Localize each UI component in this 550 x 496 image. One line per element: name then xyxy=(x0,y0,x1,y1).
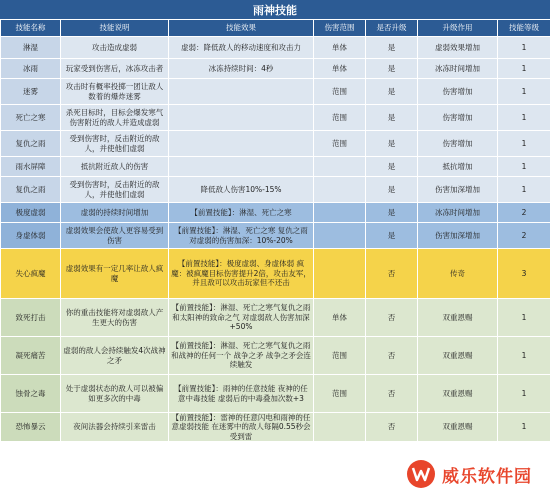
cell-skill-name: 死亡之寒 xyxy=(1,105,61,131)
cell-skill-level: 1 xyxy=(498,79,550,105)
cell-skill-effect: 降低敌人伤害10%-15% xyxy=(169,177,314,203)
cell-skill-effect: 【前置技能】：雨神的任意技能 夜神的任意中毒技能 虚弱后的中毒叠加次数+3 xyxy=(169,375,314,413)
cell-upgradable: 是 xyxy=(366,79,418,105)
cell-skill-level: 1 xyxy=(498,37,550,59)
cell-upgradable: 是 xyxy=(366,131,418,157)
cell-upgrade-effect: 传奇 xyxy=(418,249,498,299)
cell-damage-range xyxy=(314,413,366,442)
cell-skill-desc: 虚弱效果会使敌人更容易受到伤害 xyxy=(61,223,169,249)
cell-upgradable: 是 xyxy=(366,37,418,59)
cell-upgradable: 否 xyxy=(366,337,418,375)
cell-skill-level: 1 xyxy=(498,413,550,442)
cell-skill-level: 1 xyxy=(498,105,550,131)
cell-upgrade-effect: 冰冻时间增加 xyxy=(418,203,498,223)
cell-upgradable: 是 xyxy=(366,177,418,203)
cell-damage-range: 范围 xyxy=(314,79,366,105)
skills-table xyxy=(0,19,550,442)
header-skill-desc: 技能说明 xyxy=(61,20,169,37)
cell-damage-range: 范围 xyxy=(314,375,366,413)
table-row xyxy=(1,37,550,59)
cell-upgrade-effect: 伤害增加 xyxy=(418,131,498,157)
cell-skill-level: 1 xyxy=(498,131,550,157)
cell-skill-desc: 虚弱效果有一定几率让敌人疯魔 xyxy=(61,249,169,299)
table-row xyxy=(1,413,550,442)
cell-skill-level: 1 xyxy=(498,177,550,203)
cell-upgrade-effect: 伤害加深增加 xyxy=(418,177,498,203)
header-damage-range: 伤害范围 xyxy=(314,20,366,37)
cell-upgrade-effect: 双重恩赐 xyxy=(418,375,498,413)
cell-upgrade-effect: 冰冻时间增加 xyxy=(418,59,498,79)
cell-upgrade-effect: 虚弱效果增加 xyxy=(418,37,498,59)
header-skill-name: 技能名称 xyxy=(1,20,61,37)
cell-skill-name: 凝死痛苦 xyxy=(1,337,61,375)
cell-upgradable: 否 xyxy=(366,249,418,299)
cell-upgrade-effect: 伤害增加 xyxy=(418,105,498,131)
cell-skill-desc: 你的重击技能将对虚弱敌人产生更大的伤害 xyxy=(61,299,169,337)
table-row xyxy=(1,157,550,177)
watermark xyxy=(400,452,550,496)
cell-upgradable: 是 xyxy=(366,223,418,249)
cell-upgradable: 否 xyxy=(366,413,418,442)
cell-skill-effect: 【前置技能】：淋湿、死亡之寒气复仇之雨和战神的任何一个 战争之矛 战争之矛会连续触发 xyxy=(169,337,314,375)
cell-skill-name: 复仇之雨 xyxy=(1,177,61,203)
cell-skill-effect: 【前置技能】：雷神的任意闪电和雨神的任意虚弱技能 在迷雾中的敌人每隔0.55秒会受到雷 xyxy=(169,413,314,442)
cell-damage-range xyxy=(314,157,366,177)
cell-skill-level: 1 xyxy=(498,157,550,177)
cell-skill-level: 1 xyxy=(498,59,550,79)
table-row xyxy=(1,223,550,249)
cell-skill-desc: 受到伤害时，反击附近的敌人，并使他们虚弱 xyxy=(61,177,169,203)
cell-upgradable: 是 xyxy=(366,59,418,79)
cell-damage-range xyxy=(314,223,366,249)
cell-skill-effect: 【前置技能】：淋湿、死亡之寒气复仇之雨和太阳神的致命之气 对虚弱敌人伤害加深+50% xyxy=(169,299,314,337)
cell-upgrade-effect: 双重恩赐 xyxy=(418,413,498,442)
table-row xyxy=(1,79,550,105)
cell-skill-effect xyxy=(169,157,314,177)
table-row xyxy=(1,249,550,299)
cell-skill-level: 1 xyxy=(498,337,550,375)
cell-skill-effect: 虚弱：降低敌人的移动速度和攻击力 xyxy=(169,37,314,59)
cell-skill-desc: 受到伤害时，反击附近的敌人，并使他们虚弱 xyxy=(61,131,169,157)
cell-skill-name: 失心疯魔 xyxy=(1,249,61,299)
cell-damage-range xyxy=(314,203,366,223)
cell-skill-name: 复仇之雨 xyxy=(1,131,61,157)
table-header-row xyxy=(1,20,550,37)
cell-skill-desc: 夜间法器会持续引来雷击 xyxy=(61,413,169,442)
cell-skill-effect: 【前置技能】：极度虚弱、身虚体弱 疯魔：被疯魔目标伤害提升2倍，攻击友军，并且敌可以攻击玩家但不还击 xyxy=(169,249,314,299)
cell-skill-effect xyxy=(169,105,314,131)
table-row xyxy=(1,203,550,223)
page-title: 雨神技能 xyxy=(0,0,550,19)
cell-skill-level: 1 xyxy=(498,375,550,413)
cell-skill-desc: 处于虚弱状态的敌人可以被偏如更多次的中毒 xyxy=(61,375,169,413)
wl-logo-icon xyxy=(406,459,436,489)
table-row xyxy=(1,131,550,157)
cell-skill-level: 2 xyxy=(498,223,550,249)
cell-skill-desc: 攻击时有概率投掷一团让敌人数着的爆炸迷雾 xyxy=(61,79,169,105)
header-skill-effect: 技能效果 xyxy=(169,20,314,37)
header-skill-level: 技能等级 xyxy=(498,20,550,37)
cell-skill-name: 致死打击 xyxy=(1,299,61,337)
cell-damage-range: 范围 xyxy=(314,131,366,157)
table-row xyxy=(1,105,550,131)
cell-damage-range xyxy=(314,177,366,203)
table-row xyxy=(1,299,550,337)
header-upgradable: 是否升级 xyxy=(366,20,418,37)
table-row xyxy=(1,177,550,203)
cell-damage-range: 单体 xyxy=(314,37,366,59)
cell-skill-desc: 杀死目标时，目标会爆发寒气伤害附近的敌人并造成虚弱 xyxy=(61,105,169,131)
cell-upgradable: 否 xyxy=(366,375,418,413)
cell-skill-desc: 虚弱的敌人会持续触发4次战神之矛 xyxy=(61,337,169,375)
table-row xyxy=(1,375,550,413)
cell-skill-desc: 虚弱的持续时间增加 xyxy=(61,203,169,223)
cell-damage-range: 范围 xyxy=(314,337,366,375)
cell-upgradable: 是 xyxy=(366,157,418,177)
cell-skill-level: 3 xyxy=(498,249,550,299)
cell-skill-level: 1 xyxy=(498,299,550,337)
cell-skill-name: 恐怖暴云 xyxy=(1,413,61,442)
watermark-text: 威乐软件园 xyxy=(442,466,532,487)
cell-upgrade-effect: 双重恩赐 xyxy=(418,337,498,375)
header-upgrade-effect: 升级作用 xyxy=(418,20,498,37)
cell-skill-effect xyxy=(169,131,314,157)
cell-skill-name: 极度虚弱 xyxy=(1,203,61,223)
cell-upgradable: 是 xyxy=(366,203,418,223)
cell-skill-effect: 【前置技能】：淋湿、死亡之寒 复仇之雨 对虚弱的伤害加深：10%-20% xyxy=(169,223,314,249)
cell-damage-range: 范围 xyxy=(314,105,366,131)
cell-damage-range: 单体 xyxy=(314,59,366,79)
cell-skill-name: 身虚体弱 xyxy=(1,223,61,249)
table-row xyxy=(1,337,550,375)
cell-upgrade-effect: 伤害加深增加 xyxy=(418,223,498,249)
cell-upgradable: 否 xyxy=(366,299,418,337)
cell-upgrade-effect: 抵抗增加 xyxy=(418,157,498,177)
cell-upgradable: 是 xyxy=(366,105,418,131)
cell-skill-level: 2 xyxy=(498,203,550,223)
cell-skill-effect: 冰冻持续时间：4秒 xyxy=(169,59,314,79)
table-row xyxy=(1,59,550,79)
cell-skill-name: 迷雾 xyxy=(1,79,61,105)
cell-upgrade-effect: 双重恩赐 xyxy=(418,299,498,337)
cell-skill-desc: 玩家受到伤害后，冰冻攻击者 xyxy=(61,59,169,79)
cell-skill-desc: 抵抗附近敌人的伤害 xyxy=(61,157,169,177)
cell-damage-range: 单体 xyxy=(314,299,366,337)
cell-damage-range xyxy=(314,249,366,299)
cell-skill-name: 雨水屏障 xyxy=(1,157,61,177)
cell-skill-name: 冰雨 xyxy=(1,59,61,79)
cell-skill-name: 蚀骨之毒 xyxy=(1,375,61,413)
cell-skill-effect: 【前置技能】：淋湿、死亡之寒 xyxy=(169,203,314,223)
cell-skill-name: 淋湿 xyxy=(1,37,61,59)
cell-skill-effect xyxy=(169,79,314,105)
cell-upgrade-effect: 伤害增加 xyxy=(418,79,498,105)
cell-skill-desc: 攻击造成虚弱 xyxy=(61,37,169,59)
